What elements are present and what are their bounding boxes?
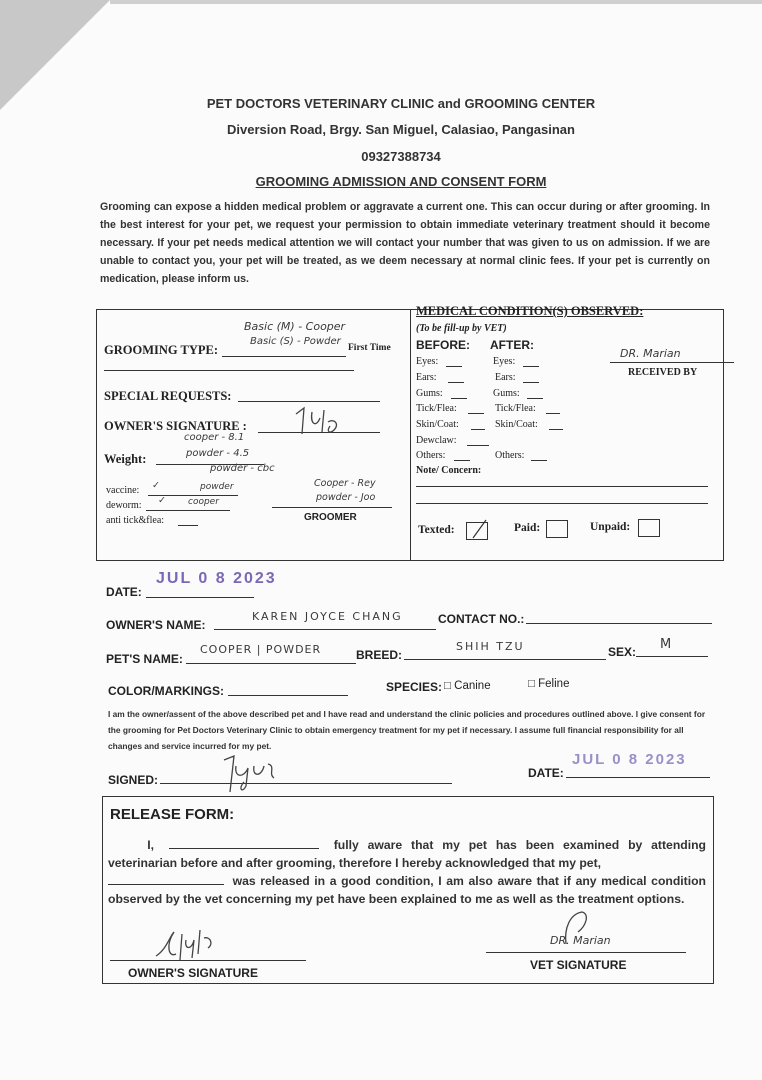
consent-paragraph: I am the owner/assent of the above described pet and I have read and understand the clinic policies and procedures outlined above. I give consent for the grooming for Pet Doctors Veterinary Clinic to obtain emergency treatment for my pet if necessary. I assume full financial responsibility for all changes and service incurred for my pet. — [108, 709, 706, 751]
medical-subtitle: (To be fill-up by VET) — [416, 323, 507, 334]
pet-name-label: PET'S NAME: — [106, 652, 183, 666]
before-tick: Tick/Flea: — [416, 403, 457, 414]
owner-signature-scribble — [290, 404, 352, 438]
note-label: Note/ Concern: — [416, 465, 482, 476]
owner-name-label: OWNER'S NAME: — [106, 618, 206, 632]
grooming-type-value-1: Basic (M) - Cooper — [244, 320, 346, 333]
before-label: BEFORE: — [416, 338, 470, 352]
after-eyes-line[interactable] — [523, 366, 539, 367]
date2-line[interactable] — [566, 777, 710, 778]
date-stamp: JUL 0 8 2023 — [156, 570, 277, 587]
before-gums-line[interactable] — [451, 398, 467, 399]
after-skin-line[interactable] — [549, 429, 563, 430]
note-line-2[interactable] — [416, 503, 708, 504]
before-skin: Skin/Coat: — [416, 419, 459, 430]
grooming-type-value-2: Basic (S) - Powder — [250, 336, 341, 347]
owner-release-scribble — [152, 924, 232, 964]
groomer-note-2: powder - Joo — [316, 492, 376, 503]
note-line-1[interactable] — [416, 486, 708, 487]
grooming-type-line[interactable] — [222, 356, 346, 357]
sex-label: SEX: — [608, 645, 637, 659]
grooming-type-line-2[interactable] — [104, 370, 354, 371]
paid-checkbox[interactable] — [546, 520, 568, 538]
owner-name-line[interactable] — [214, 629, 436, 630]
after-others: Others: — [495, 450, 525, 461]
before-tick-line[interactable] — [468, 413, 484, 414]
release-text — [108, 836, 706, 908]
top-edge — [110, 0, 762, 4]
release-text-2: fully aware that my pet has been examined by attending veterinarian before and after grooming, therefore I hereby acknowledged that my pet, — [108, 838, 706, 870]
breed-label: BREED: — [356, 648, 403, 662]
weight-value-1: cooper - 8.1 — [184, 432, 245, 443]
date-label: DATE: — [106, 585, 142, 599]
after-skin: Skin/Coat: — [495, 419, 538, 430]
before-eyes-line[interactable] — [446, 366, 462, 367]
box-divider — [410, 309, 411, 560]
before-skin-line[interactable] — [471, 429, 485, 430]
received-line[interactable] — [610, 362, 734, 363]
release-pet-line[interactable] — [108, 872, 224, 885]
special-requests-label: SPECIAL REQUESTS: — [104, 389, 232, 403]
clinic-address: Diversion Road, Brgy. San Miguel, Calasiao, Pangasinan — [227, 122, 575, 137]
groomer-label: GROOMER — [304, 512, 357, 523]
signed-line[interactable] — [160, 783, 452, 784]
received-by-label: RECEIVED BY — [628, 367, 698, 378]
form-title: GROOMING ADMISSION AND CONSENT FORM — [255, 174, 547, 189]
medical-title: MEDICAL CONDITION(S) OBSERVED: — [416, 304, 644, 318]
intro-paragraph: Grooming can expose a hidden medical problem or aggravate a current one. This can occur during or after grooming. In the best interest for your pet, we request your permission to obtain immediate veterinary treatment should it become necessary. If your pet needs medical attention we will contact your number that was given to us on admission. If we are unable to contact you, your pet will be treated, as we deem necessary at normal clinic fees. If your pet is currently on medication, please inform us. — [100, 201, 710, 285]
date2-label: DATE: — [528, 766, 564, 780]
after-gums: Gums: — [493, 388, 520, 399]
antitick-line[interactable] — [178, 525, 198, 526]
vaccine-value: powder — [200, 482, 234, 492]
folded-corner — [0, 0, 110, 110]
paid-label: Paid: — [514, 522, 541, 534]
owner-release-label: OWNER'S SIGNATURE — [128, 966, 258, 980]
clinic-name: PET DOCTORS VETERINARY CLINIC and GROOMING CENTER — [206, 96, 596, 111]
species-label: SPECIES: — [386, 680, 443, 694]
groomer-line[interactable] — [272, 507, 392, 508]
unpaid-checkbox[interactable] — [638, 519, 660, 537]
weight-label: Weight: — [104, 452, 147, 466]
signed-label: SIGNED: — [108, 773, 159, 787]
groomer-note-1: Cooper - Rey — [314, 478, 376, 489]
owner-name-value: KAREN JOYCE CHANG — [252, 610, 403, 623]
weight-value-2: powder - 4.5 — [186, 448, 250, 459]
owner-signature-label: OWNER'S SIGNATURE : — [104, 419, 247, 433]
after-label: AFTER: — [490, 338, 534, 352]
after-tick-line[interactable] — [546, 413, 560, 414]
before-others: Others: — [416, 450, 446, 461]
vet-release-label: VET SIGNATURE — [530, 958, 627, 972]
date-line[interactable] — [146, 597, 254, 598]
before-ears: Ears: — [416, 372, 437, 383]
after-eyes: Eyes: — [493, 356, 516, 367]
before-others-line[interactable] — [454, 460, 470, 461]
deworm-value: cooper — [188, 497, 219, 507]
vet-name: DR. Marian — [550, 934, 611, 947]
after-others-line[interactable] — [531, 460, 547, 461]
special-requests-line[interactable] — [238, 401, 380, 402]
color-line[interactable] — [228, 695, 348, 696]
deworm-line[interactable] — [146, 510, 230, 511]
pet-name-value: COOPER | POWDER — [200, 643, 322, 656]
contact-label: CONTACT NO.: — [438, 612, 525, 626]
weight-value-3: powder - cbc — [210, 463, 275, 474]
before-eyes: Eyes: — [416, 356, 439, 367]
clinic-phone: 09327388734 — [361, 149, 441, 164]
vaccine-label: vaccine: — [106, 485, 140, 496]
breed-line[interactable] — [404, 659, 606, 660]
before-dewclaw: Dewclaw: — [416, 435, 457, 446]
contact-line[interactable] — [526, 623, 712, 624]
first-time-label: First Time — [348, 343, 391, 353]
release-title: RELEASE FORM: — [110, 806, 235, 823]
after-ears: Ears: — [495, 372, 516, 383]
sex-value: M — [660, 637, 672, 652]
deworm-check-icon: ✓ — [158, 495, 166, 506]
grooming-type-label: GROOMING TYPE: — [104, 343, 219, 357]
vet-release-line[interactable] — [486, 952, 686, 953]
before-dewclaw-line[interactable] — [467, 445, 489, 446]
sex-line[interactable] — [636, 656, 708, 657]
unpaid-label: Unpaid: — [590, 521, 631, 533]
after-ears-line[interactable] — [523, 382, 539, 383]
feline-option[interactable]: □ Feline — [528, 678, 570, 690]
before-gums: Gums: — [416, 388, 443, 399]
owner-release-line[interactable] — [110, 960, 306, 961]
after-tick: Tick/Flea: — [495, 403, 536, 414]
texted-slash-icon — [470, 518, 490, 540]
breed-value: SHIH TZU — [456, 640, 525, 653]
release-i: I, — [147, 838, 154, 852]
release-text-3: was released in a good condition, I am also aware that if any medical condition observed by the vet concerning my pet have been explained to me as well as the treatment options. — [108, 874, 707, 906]
texted-label: Texted: — [418, 524, 455, 536]
before-ears-line[interactable] — [448, 382, 464, 383]
deworm-label: deworm: — [106, 500, 142, 511]
date2-stamp: JUL 0 8 2023 — [572, 751, 687, 768]
received-name: DR. Marian — [620, 347, 681, 360]
release-name-line[interactable] — [169, 836, 319, 849]
canine-option[interactable]: □ Canine — [444, 680, 491, 692]
vaccine-check-icon: ✓ — [152, 480, 160, 491]
after-gums-line[interactable] — [527, 398, 543, 399]
pet-name-line[interactable] — [186, 663, 356, 664]
color-label: COLOR/MARKINGS: — [108, 684, 224, 698]
signed-scribble — [216, 752, 280, 796]
antitick-label: anti tick&flea: — [106, 515, 165, 526]
